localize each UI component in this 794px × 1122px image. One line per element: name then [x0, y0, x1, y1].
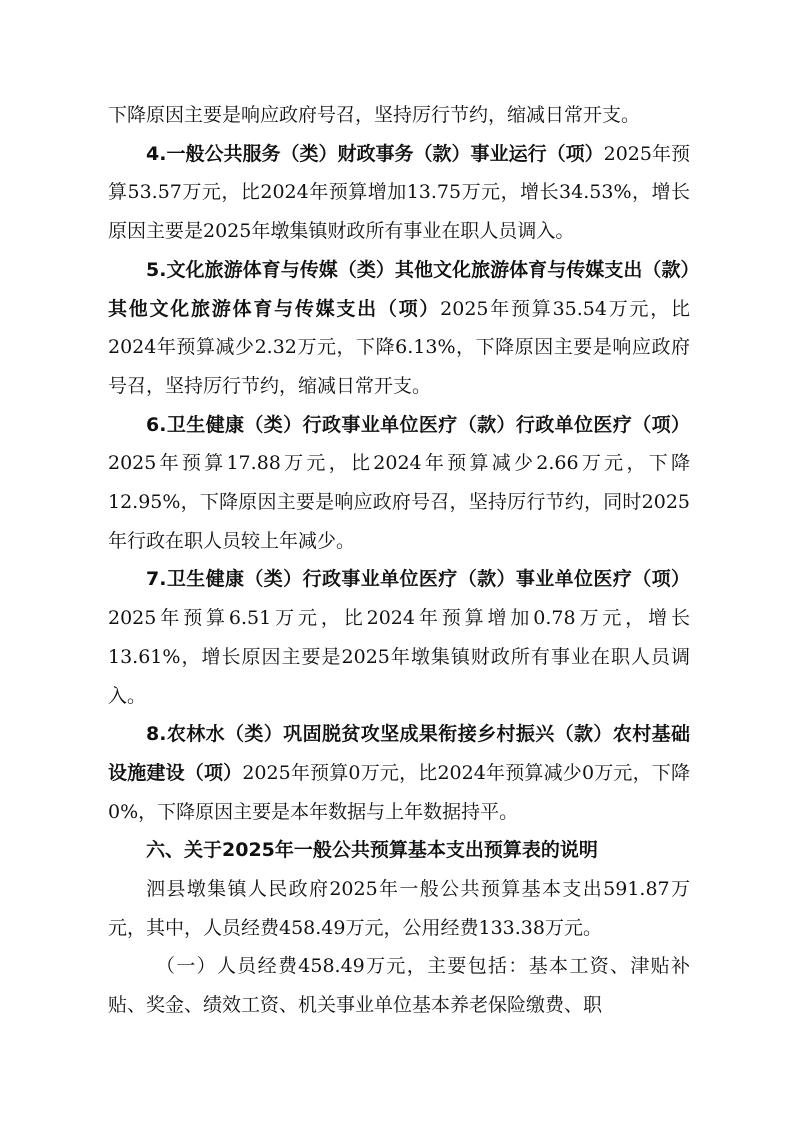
section-6-item-1: （一）人员经费458.49万元，主要包括：基本工资、津贴补贴、奖金、绩效工资、机关事业单位基本养老保险缴费、职 [108, 955, 690, 1017]
item-5-heading: 5.文化旅游体育与传媒（类）其他文化旅游体育与传媒支出（款）其他文化旅游体育与传媒支出（项） [108, 258, 690, 320]
item-5-body: 2025年预算35.54万元，比2024年预算减少2.32万元，下降6.13%，下降原因主要是响应政府号召，坚持厉行节约，缩减日常开支。 [108, 297, 690, 397]
item-6-body: 2025年预算17.88万元，比2024年预算减少2.66万元，下降12.95%，下降原因主要是响应政府号召，坚持厉行节约，同时2025年行政在职人员较上年减少。 [108, 452, 690, 552]
item-7-body: 2025年预算6.51万元，比2024年预算增加0.78万元，增长13.61%，增长原因主要是2025年墩集镇财政所有事业在职人员调入。 [108, 607, 690, 707]
item-8-body: 2025年预算0万元，比2024年预算减少0万元，下降0%，下降原因主要是本年数据与上年数据持平。 [108, 761, 690, 823]
section-6-title: 六、关于2025年一般公共预算基本支出预算表的说明 [146, 839, 598, 862]
paragraph-item-7 [108, 560, 690, 715]
item-4-heading: 4.一般公共服务（类）财政事务（款）事业运行（项） [146, 142, 604, 165]
document-page [108, 96, 690, 1025]
paragraph-item-8 [108, 715, 690, 831]
item-7-heading: 7.卫生健康（类）行政事业单位医疗（款）事业单位医疗（项） [146, 568, 690, 591]
item-8-heading: 8.农林水（类）巩固脱贫攻坚成果衔接乡村振兴（款）农村基础设施建设（项） [108, 723, 690, 784]
paragraph-item-4 [108, 135, 690, 251]
section-6-intro: 泗县墩集镇人民政府2025年一般公共预算基本支出591.87万元，其中，人员经费458.49万元，公用经费133.38万元。 [108, 878, 690, 939]
item-6-heading: 6.卫生健康（类）行政事业单位医疗（款）行政单位医疗（项） [146, 413, 690, 436]
item-4-body: 2025年预算53.57万元，比2024年预算增加13.75万元，增长34.53%，增长原因主要是2025年墩集镇财政所有事业在职人员调入。 [108, 142, 690, 243]
paragraph-item-5 [108, 251, 690, 406]
paragraph-item-6 [108, 406, 690, 561]
paragraph-continued: 下降原因主要是响应政府号召，坚持厉行节约，缩减日常开支。 [108, 104, 641, 126]
